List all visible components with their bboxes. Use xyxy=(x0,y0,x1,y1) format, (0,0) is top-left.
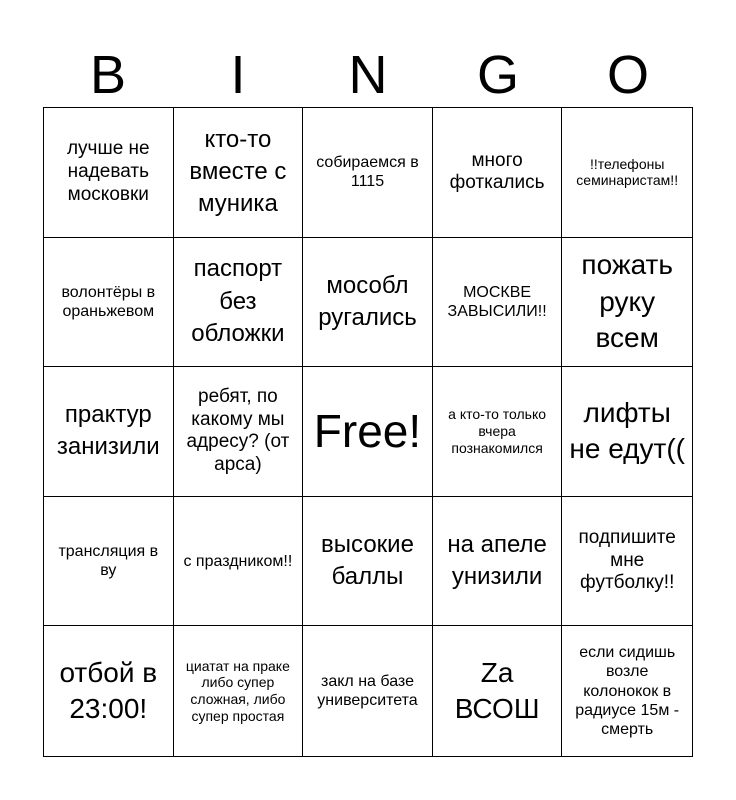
bingo-cell-r2c5[interactable]: пожать руку всем xyxy=(562,238,692,368)
bingo-cell-r4c3[interactable]: высокие баллы xyxy=(303,497,433,627)
bingo-cell-r5c5[interactable]: если сидишь возле колонокок в радиусе 15м - смерть xyxy=(575,644,680,738)
bingo-cell-r4c5[interactable]: подпишите мне футболку!! xyxy=(562,497,692,627)
bingo-cell-r1c5[interactable]: !!телефоны семинаристам!! xyxy=(562,108,692,238)
bingo-cell-r1c3[interactable]: собираемся в 1115 xyxy=(303,108,433,238)
header-letter-b: B xyxy=(89,45,127,105)
bingo-cell-r5c1[interactable]: отбой в 23:00! xyxy=(44,626,174,756)
bingo-cell-r3c1[interactable]: практур занизили xyxy=(44,367,174,497)
bingo-header xyxy=(43,40,693,110)
bingo-cell-r4c2[interactable]: с праздником!! xyxy=(174,497,304,627)
bingo-cell-r5c3[interactable]: закл на базе университета xyxy=(303,626,433,756)
bingo-cell-r3c5[interactable]: лифты не едут(( xyxy=(562,367,692,497)
bingo-grid xyxy=(43,107,693,757)
bingo-cell-r2c4[interactable]: МОСКВЕ ЗАВЫСИЛИ!! xyxy=(433,238,563,368)
bingo-cell-r4c4[interactable]: на апеле унизили xyxy=(433,497,563,627)
header-letter-i: I xyxy=(230,45,246,105)
bingo-cell-free[interactable]: Free! xyxy=(303,367,433,497)
bingo-cell-r2c1[interactable]: волонтёры в ораньжевом xyxy=(44,238,174,368)
bingo-cell-r5c2[interactable]: циатат на праке либо супер сложная, либо супер простая xyxy=(174,626,304,756)
bingo-cell-r1c2[interactable]: кто-то вместе с муника xyxy=(174,108,304,238)
bingo-cell-r2c2[interactable]: паспорт без обложки xyxy=(174,238,304,368)
bingo-cell-r3c4[interactable]: а кто-то только вчера познакомился xyxy=(433,367,563,497)
bingo-cell-r1c4[interactable]: много фоткались xyxy=(433,108,563,238)
bingo-cell-r4c1[interactable]: трансляция в ву xyxy=(44,497,174,627)
bingo-cell-r3c2[interactable]: ребят, по какому мы адресу? (от арса) xyxy=(174,367,304,497)
header-letter-g: G xyxy=(476,45,519,105)
bingo-cell-r1c1[interactable]: лучше не надевать московки xyxy=(44,108,174,238)
bingo-cell-r5c4[interactable]: Za ВСОШ xyxy=(433,626,563,756)
header-letter-o: O xyxy=(606,45,649,105)
bingo-cell-r2c3[interactable]: мособл ругались xyxy=(303,238,433,368)
header-letter-n: N xyxy=(348,45,388,105)
